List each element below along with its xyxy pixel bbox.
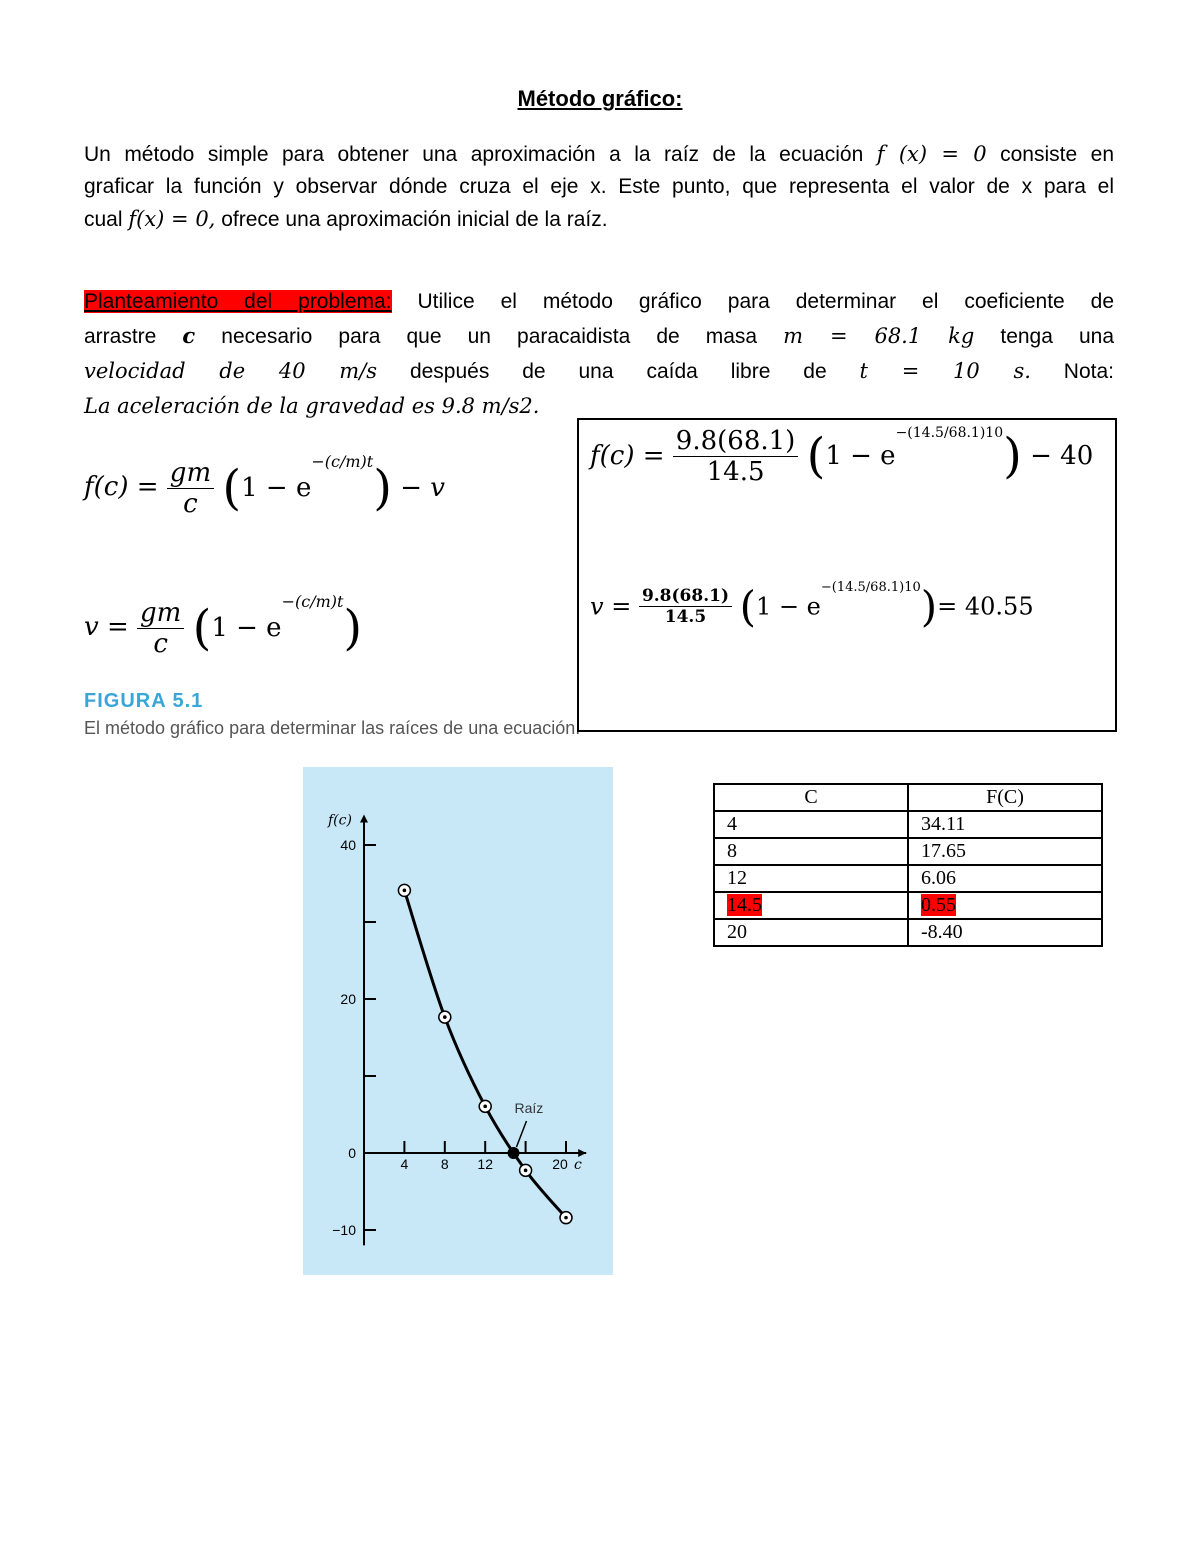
problem-paragraph bbox=[84, 285, 1114, 424]
data-point bbox=[398, 884, 410, 896]
problem-line-3: velocidad de 40 m/s después de una caída libre de t = 10 s. Nota: bbox=[84, 359, 1114, 383]
problem-label: Planteamiento del problema: bbox=[84, 290, 392, 313]
intro-line-2: graficar la función y observar dónde cruza el eje x. Este punto, que representa el valor de x para el bbox=[84, 175, 1114, 198]
equation-f-general: f(c) = $\frac{gm}{c}$ $(1 - e^{-(c/m)t}) - v$ bbox=[84, 452, 445, 519]
table-row-highlighted bbox=[714, 892, 1102, 919]
intro-line-3: cual f(x) = 0, ofrece una aproximación inicial de la raíz. bbox=[84, 207, 608, 231]
y-tick-label: 40 bbox=[340, 837, 356, 853]
intro-equation-2: f(x) = 0, bbox=[128, 207, 216, 231]
figure-label: FIGURA 5.1 bbox=[84, 690, 204, 712]
equation-v-general: v = $\frac{gm}{c}$ $(1 - e^{-(c/m)t})$ bbox=[84, 592, 363, 659]
table-header-row bbox=[714, 784, 1102, 811]
highlighted-cell: 0.55 bbox=[921, 894, 956, 916]
table-header-fc: F(C) bbox=[908, 784, 1102, 811]
x-axis-label: c bbox=[574, 1157, 582, 1173]
data-point bbox=[560, 1212, 572, 1224]
table-row: 12 6.06 bbox=[714, 865, 1102, 892]
problem-line-4: La aceleración de la gravedad es 9.8 m/s2. bbox=[84, 394, 540, 418]
x-axis-arrow bbox=[578, 1149, 586, 1157]
fraction-gm-c: $\frac{gm}{c}$ bbox=[167, 458, 214, 519]
data-point bbox=[479, 1100, 491, 1112]
table-header-c: C bbox=[714, 784, 908, 811]
intro-paragraph bbox=[84, 138, 1114, 236]
data-point bbox=[520, 1164, 532, 1176]
y-axis-label: f(c) bbox=[328, 812, 352, 829]
table-row: 20 -8.40 bbox=[714, 919, 1102, 946]
data-point bbox=[439, 1011, 451, 1023]
y-tick-label: 0 bbox=[348, 1145, 356, 1161]
equation-v-numeric: v = $\frac{9.8(68.1)}{14.5}$ $(1 - e^{-(14.5/68.1)10})= 40.55$ bbox=[590, 580, 1034, 631]
equation-f-numeric: f(c) = $\frac{9.8(68.1)}{14.5}$ $(1 - e^{-(14.5/68.1)10}) - 40$ bbox=[590, 425, 1094, 487]
page-title: Método gráfico: bbox=[517, 86, 683, 111]
highlighted-cell: 14.5 bbox=[727, 894, 762, 916]
fraction-gm-c-2: $\frac{gm}{c}$ bbox=[137, 598, 184, 659]
y-axis-arrow bbox=[360, 815, 368, 823]
table-row: 4 34.11 bbox=[714, 811, 1102, 838]
values-table bbox=[713, 783, 1103, 947]
root-chart bbox=[303, 767, 613, 1275]
x-tick-label: 8 bbox=[440, 1156, 449, 1172]
problem-line-2: arrastre c necesario para que un paracaidista de masa m = 68.1 kg tenga una bbox=[84, 323, 1115, 348]
y-tick-label: 20 bbox=[340, 991, 356, 1007]
table-row: 8 17.65 bbox=[714, 838, 1102, 865]
intro-equation: f (x) = 0 bbox=[876, 142, 987, 166]
root-label: Raíz bbox=[514, 1100, 544, 1116]
figure-caption: El método gráfico para determinar las raíces de una ecuación. bbox=[84, 718, 581, 738]
root-point bbox=[507, 1147, 519, 1159]
x-tick-label: 4 bbox=[400, 1156, 409, 1172]
problem-line-1: Planteamiento del problema: Utilice el método gráfico para determinar el coeficiente de bbox=[84, 290, 1114, 313]
x-tick-label: 20 bbox=[552, 1156, 568, 1172]
x-tick-label: 12 bbox=[477, 1156, 493, 1172]
y-tick-label: −10 bbox=[332, 1222, 356, 1238]
intro-line-1: Un método simple para obtener una aproximación a la raíz de la ecuación f (x) = 0 consiste en bbox=[84, 142, 1114, 166]
